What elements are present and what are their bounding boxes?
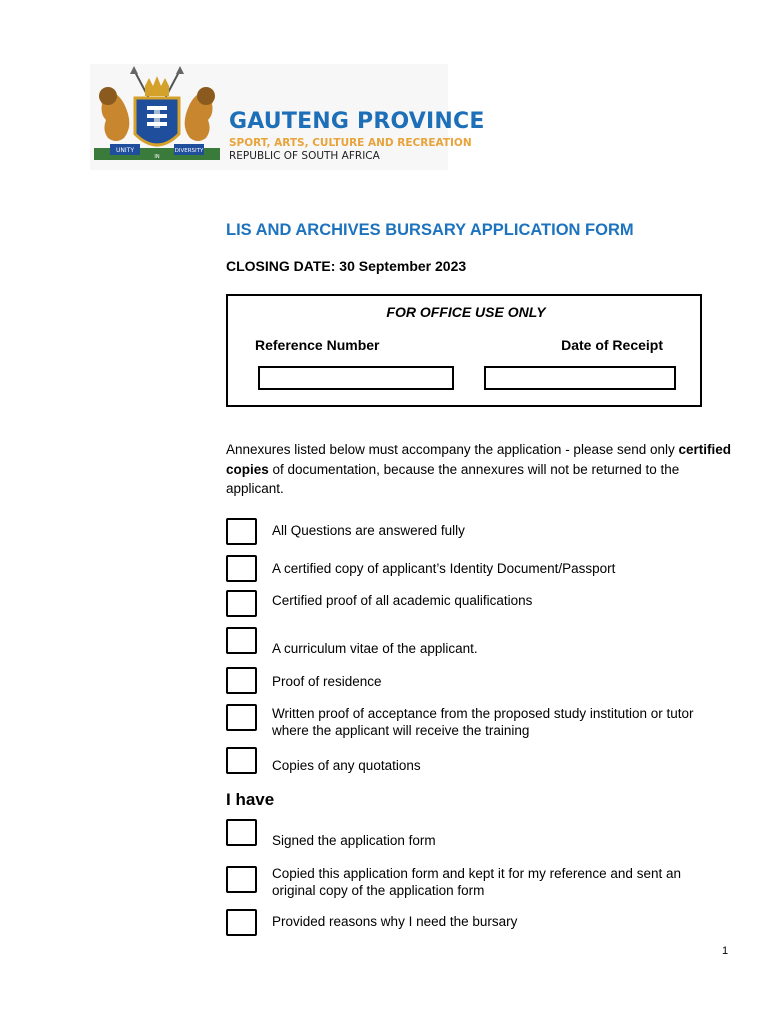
declaration-checkbox[interactable] — [226, 866, 257, 893]
closing-date: CLOSING DATE: 30 September 2023 — [226, 258, 467, 274]
date-of-receipt-label: Date of Receipt — [561, 337, 663, 353]
annexure-label: A certified copy of applicant’s Identity Document/Passport — [272, 561, 616, 576]
coat-of-arms-icon — [90, 64, 225, 170]
declaration-checkbox[interactable] — [226, 909, 257, 936]
declaration-heading: I have — [226, 790, 275, 809]
declaration-label: Provided reasons why I need the bursary — [272, 914, 518, 929]
reference-number-field[interactable] — [258, 366, 454, 390]
office-use-box — [226, 294, 702, 407]
annexure-label: All Questions are answered fully — [272, 523, 465, 538]
page-number: 1 — [722, 945, 729, 957]
date-of-receipt-field[interactable] — [484, 366, 676, 390]
annexure-checkbox[interactable] — [226, 555, 257, 582]
declaration-label: Signed the application form — [272, 833, 436, 848]
intro-text-2: of documentation, because the annexures will not be returned to the applicant. — [226, 461, 680, 496]
annexure-checkbox[interactable] — [226, 667, 257, 694]
declaration-checkbox[interactable] — [226, 819, 257, 846]
logo-country: REPUBLIC OF SOUTH AFRICA — [229, 150, 380, 162]
annexure-label: Copies of any quotations — [272, 758, 421, 773]
annexures-intro — [226, 440, 738, 499]
intro-text-1: Annexures listed below must accompany the application - please send only — [226, 442, 679, 457]
form-title: LIS AND ARCHIVES BURSARY APPLICATION FORM — [226, 221, 634, 239]
reference-number-label: Reference Number — [255, 337, 380, 353]
declaration-label: Copied this application form and kept it for my reference and sent an original copy of the application form — [272, 866, 681, 898]
svg-text:DIVERSITY: DIVERSITY — [174, 148, 204, 154]
annexure-label: A curriculum vitae of the applicant. — [272, 641, 478, 656]
annexure-label: Proof of residence — [272, 674, 382, 689]
logo-title: GAUTENG PROVINCE — [229, 109, 485, 134]
annexure-label: Written proof of acceptance from the proposed study institution or tutor where the applicant will receive the training — [272, 706, 694, 738]
annexure-checkbox[interactable] — [226, 704, 257, 731]
logo-department: SPORT, ARTS, CULTURE AND RECREATION — [229, 137, 472, 149]
office-use-title: FOR OFFICE USE ONLY — [386, 304, 546, 320]
intro-bold-text: certified copies — [226, 442, 732, 477]
svg-text:UNITY: UNITY — [116, 147, 134, 154]
annexure-checkbox[interactable] — [226, 627, 257, 654]
annexure-checkbox[interactable] — [226, 590, 257, 617]
gauteng-logo — [90, 64, 485, 170]
annexure-checkbox[interactable] — [226, 747, 257, 774]
annexure-checkbox[interactable] — [226, 518, 257, 545]
svg-text:IN: IN — [154, 154, 160, 160]
annexure-label: Certified proof of all academic qualifications — [272, 593, 533, 608]
